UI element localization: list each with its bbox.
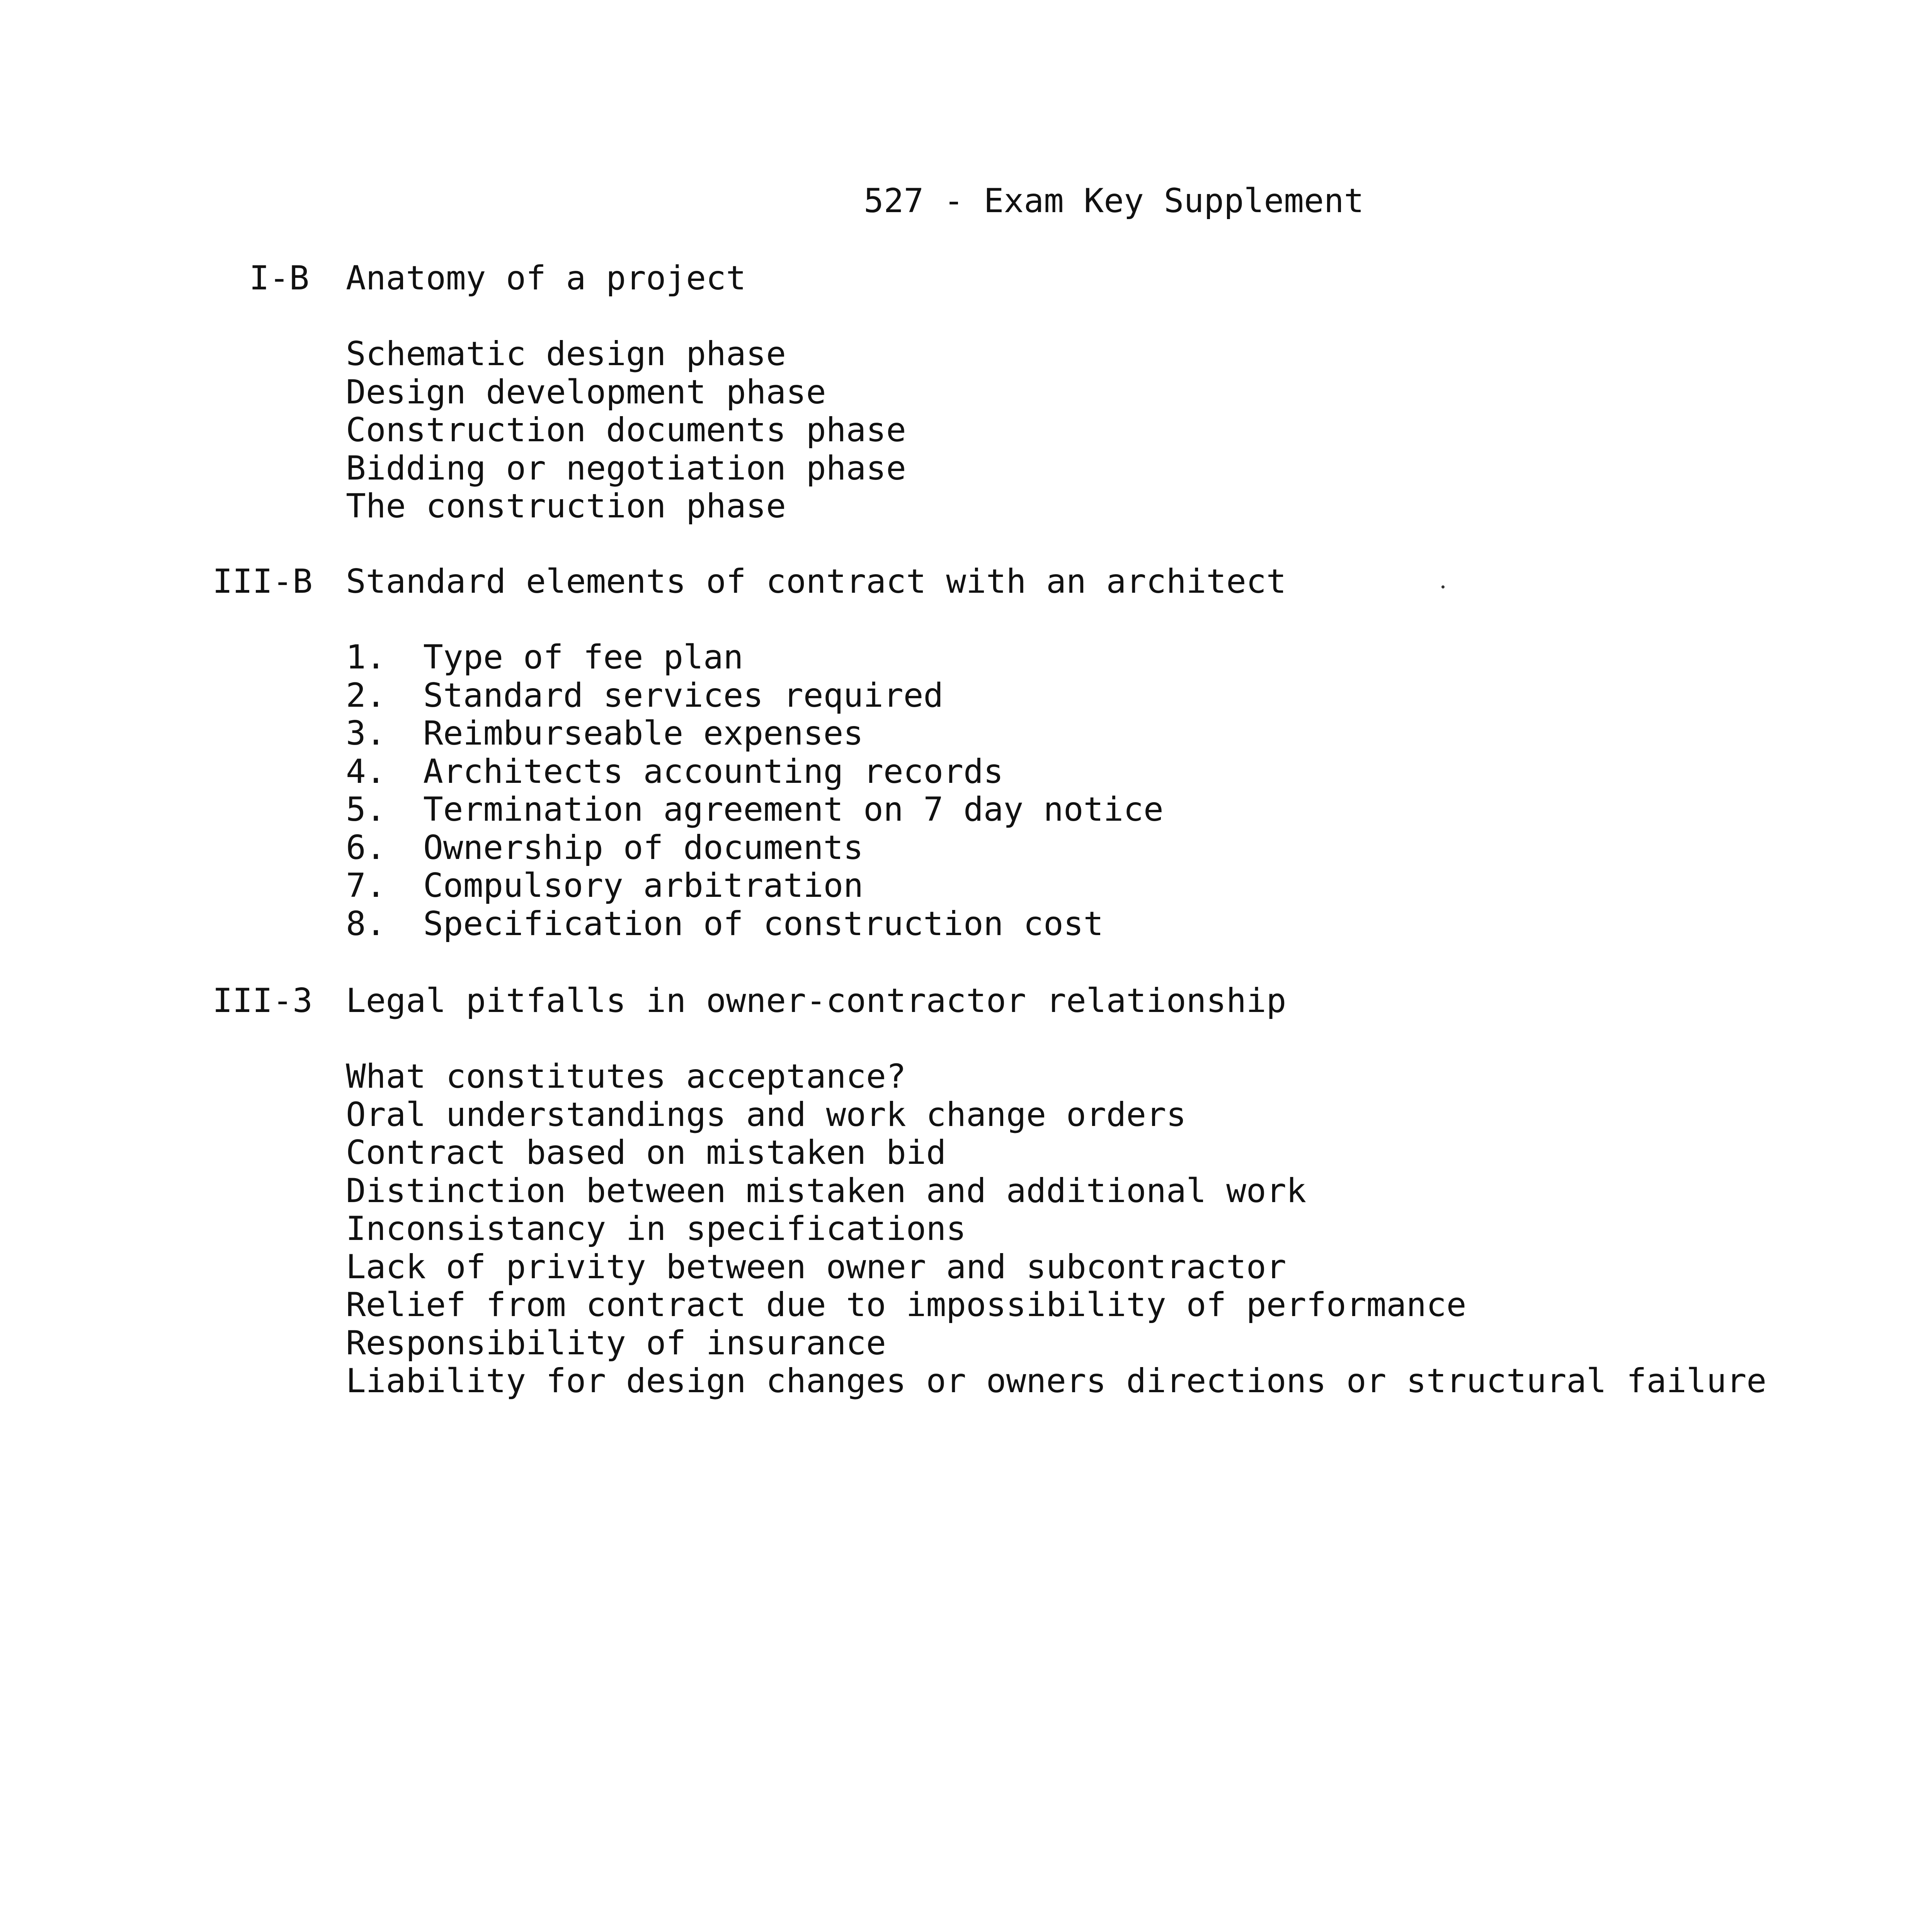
item-number: 4.: [346, 752, 386, 791]
list-item: Lack of privity between owner and subcontractor: [346, 1247, 1286, 1286]
list-item: [346, 753, 1164, 791]
section-code: I-B: [249, 259, 310, 298]
list-item: Inconsistancy in specifications: [346, 1209, 967, 1248]
list-item: [346, 714, 1164, 753]
section-heading: Standard elements of contract with an architect: [346, 562, 1286, 601]
item-number: 6.: [346, 828, 386, 867]
item-text: Reimburseable expenses: [423, 714, 864, 753]
item-text: Ownership of documents: [423, 828, 864, 867]
item-text: Architects accounting records: [423, 752, 1004, 791]
list-item: Liability for design changes or owners directions or structural failure: [346, 1362, 1767, 1400]
list-item: [346, 905, 1164, 943]
list-item: Responsibility of insurance: [346, 1323, 886, 1362]
section-heading: Anatomy of a project: [346, 259, 746, 298]
list-item: Bidding or negotiation phase: [346, 449, 906, 488]
list-item: [346, 638, 1164, 677]
item-number: 7.: [346, 866, 386, 905]
list-item: Design development phase: [346, 372, 826, 412]
pitfall-list: [346, 1058, 1766, 1400]
numbered-list: [346, 638, 1164, 943]
document-title: 527 - Exam Key Supplement: [864, 182, 1364, 220]
list-item: Contract based on mistaken bid: [346, 1133, 946, 1172]
item-text: Standard services required: [423, 676, 944, 715]
list-item: [346, 677, 1164, 715]
item-number: 3.: [346, 714, 386, 753]
phase-list: [346, 335, 906, 526]
list-item: What constitutes acceptance?: [346, 1057, 906, 1096]
list-item: [346, 791, 1164, 829]
item-text: Compulsory arbitration: [423, 866, 864, 905]
section-heading: Legal pitfalls in owner-contractor relationship: [346, 981, 1286, 1020]
scan-speck: [1441, 585, 1445, 588]
list-item: Schematic design phase: [346, 335, 786, 373]
list-item: [346, 829, 1164, 867]
list-item: The construction phase: [346, 487, 786, 526]
list-item: [346, 867, 1164, 905]
item-number: 5.: [346, 790, 386, 829]
list-item: Construction documents phase: [346, 411, 906, 449]
section-code: III-B: [213, 562, 313, 601]
item-text: Termination agreement on 7 day notice: [423, 790, 1164, 829]
section-code: III-3: [213, 981, 313, 1020]
list-item: Oral understandings and work change orders: [346, 1095, 1186, 1134]
list-item: Distinction between mistaken and additional work: [346, 1171, 1307, 1210]
item-text: Type of fee plan: [423, 638, 744, 677]
list-item: Relief from contract due to impossibility of performance: [346, 1286, 1467, 1324]
item-number: 2.: [346, 676, 386, 715]
item-text: Specification of construction cost: [423, 904, 1104, 943]
item-number: 8.: [346, 904, 386, 943]
item-number: 1.: [346, 638, 386, 677]
